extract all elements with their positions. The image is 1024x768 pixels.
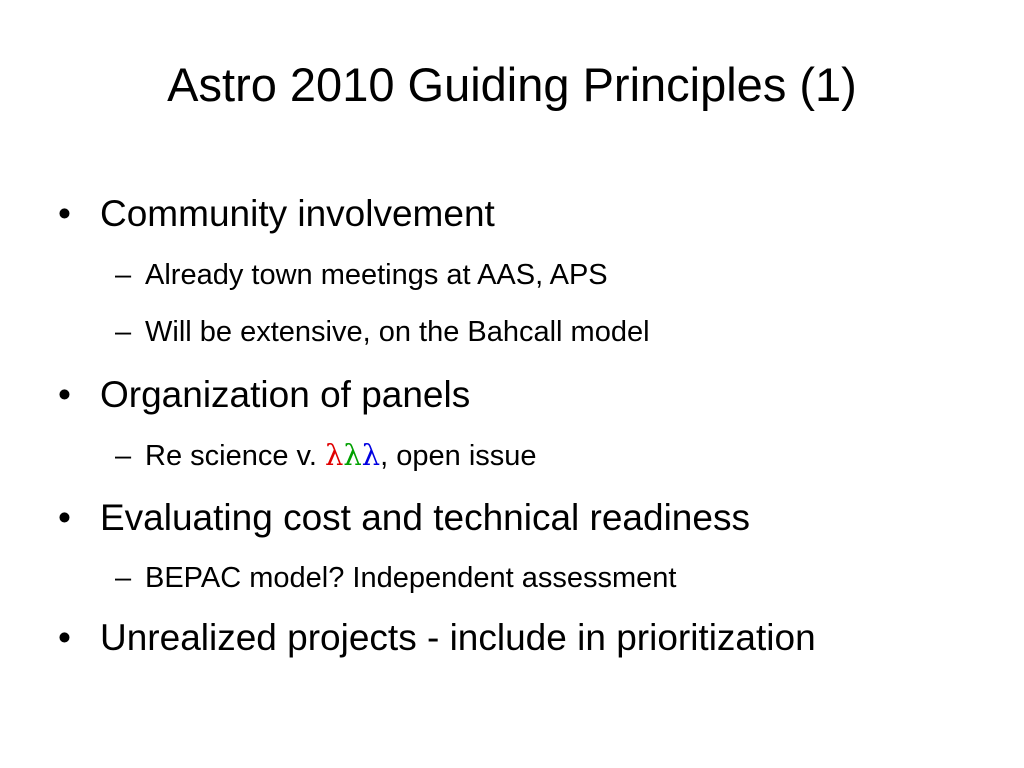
- subbullet-text-after: , open issue: [380, 440, 537, 472]
- bullet-marker: •: [58, 497, 71, 538]
- bullet-evaluating-cost: [58, 496, 750, 540]
- subbullet-science-vs-lambda: [115, 437, 537, 474]
- slide-title: Astro 2010 Guiding Principles (1): [167, 58, 857, 111]
- subbullet-text: Will be extensive, on the Bahcall model: [145, 316, 650, 348]
- bullet-marker: •: [58, 193, 71, 234]
- dash-marker: –: [115, 562, 132, 594]
- bullet-text: Organization of panels: [100, 374, 471, 415]
- bullet-unrealized-projects: [58, 616, 816, 660]
- lambda-blue: λ: [361, 438, 381, 472]
- bullet-text: Evaluating cost and technical readiness: [100, 497, 750, 538]
- dash-marker: –: [115, 440, 132, 472]
- bullet-marker: •: [58, 617, 71, 658]
- subbullet-text: Already town meetings at AAS, APS: [145, 259, 608, 291]
- subbullet-bahcall-model: [115, 314, 650, 350]
- subbullet-bepac-model: [115, 560, 676, 596]
- bullet-text: Community involvement: [100, 193, 495, 234]
- lambda-red: λ: [324, 438, 344, 472]
- subbullet-town-meetings: [115, 257, 608, 293]
- dash-marker: –: [115, 316, 132, 348]
- dash-marker: –: [115, 259, 132, 291]
- subbullet-text-before: Re science v.: [145, 440, 325, 472]
- subbullet-text: BEPAC model? Independent assessment: [145, 562, 677, 594]
- bullet-organization-of-panels: [58, 373, 470, 417]
- bullet-text: Unrealized projects - include in prioritization: [100, 617, 816, 658]
- lambda-green: λ: [343, 438, 362, 472]
- bullet-marker: •: [58, 374, 71, 415]
- bullet-community-involvement: [58, 192, 495, 236]
